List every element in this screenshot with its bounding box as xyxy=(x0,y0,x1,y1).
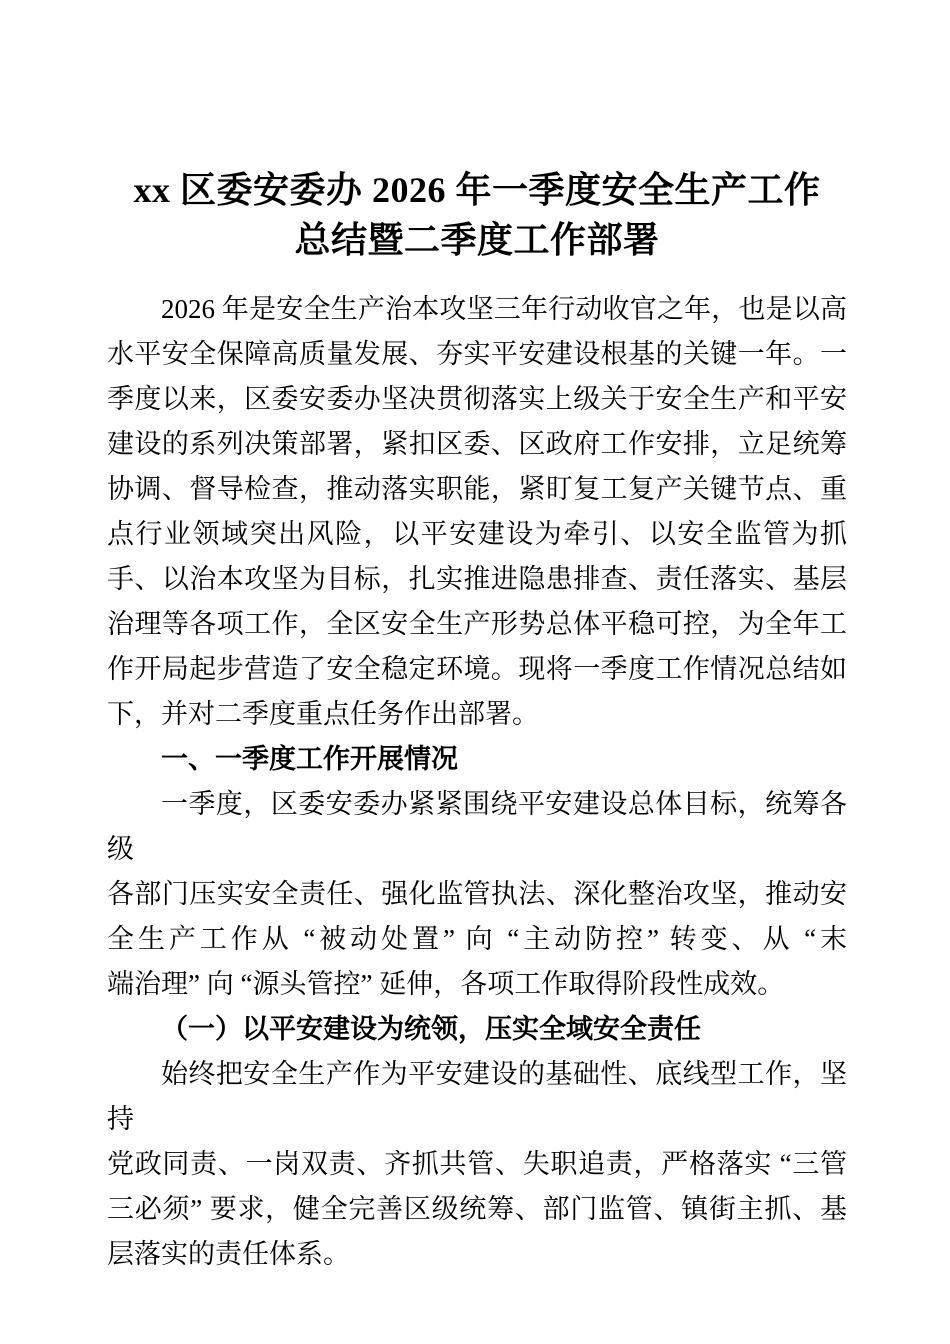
text-line: 三必须” 要求，健全完善区级统筹、部门监管、镇街主抓、基 xyxy=(107,1194,847,1224)
text-line: 层落实的责任体系。 xyxy=(107,1239,350,1269)
text-line: 作开局起步营造了安全稳定环境。现将一季度工作情况总结如 xyxy=(107,654,847,684)
document-title xyxy=(107,165,847,265)
text-line: 建设的系列决策部署，紧扣区委、区政府工作安排，立足统筹 xyxy=(107,429,847,459)
text-line: 党政同责、一岗双责、齐抓共管、失职追责，严格落实 “三管 xyxy=(107,1149,847,1179)
document-body xyxy=(107,287,847,1277)
text-line: 点行业领域突出风险，以平安建设为牵引、以安全监管为抓 xyxy=(107,519,847,549)
text-line: 下，并对二季度重点任务作出部署。 xyxy=(107,699,539,729)
text-line: 一、一季度工作开展情况 xyxy=(161,744,458,774)
paragraph xyxy=(107,782,847,1007)
text-line: 端治理” 向 “源头管控” 延伸，各项工作取得阶段性成效。 xyxy=(107,969,785,999)
heading xyxy=(107,737,847,782)
text-line: （一）以平安建设为统领，压实全域安全责任 xyxy=(161,1014,701,1044)
text-line: 始终把安全生产作为平安建设的基础性、底线型工作，坚持 xyxy=(107,1059,847,1134)
text-line: 治理等各项工作，全区安全生产形势总体平稳可控，为全年工 xyxy=(107,609,847,639)
text-line: 一季度，区委安委办紧紧围绕平安建设总体目标，统筹各级 xyxy=(107,789,847,864)
text-line: 手、以治本攻坚为目标，扎实推进隐患排查、责任落实、基层 xyxy=(107,564,847,594)
text-line: 水平安全保障高质量发展、夯实平安建设根基的关键一年。一 xyxy=(107,339,847,369)
text-line: 协调、督导检查，推动落实职能，紧盯复工复产关键节点、重 xyxy=(107,474,847,504)
document-content xyxy=(107,165,847,1277)
text-line: 2026 年是安全生产治本攻坚三年行动收官之年，也是以高 xyxy=(161,294,847,324)
document-title-line-1: xx 区委安委办 2026 年一季度安全生产工作 xyxy=(133,170,821,210)
text-line: 各部门压实安全责任、强化监管执法、深化整治攻坚，推动安 xyxy=(107,879,847,909)
document-title-line-2: 总结暨二季度工作部署 xyxy=(294,220,660,260)
text-line: 季度以来，区委安委办坚决贯彻落实上级关于安全生产和平安 xyxy=(107,384,847,414)
subheading xyxy=(107,1007,847,1052)
paragraph xyxy=(107,287,847,737)
text-line: 全生产工作从 “被动处置” 向 “主动防控” 转变、从 “末 xyxy=(107,924,847,954)
paragraph xyxy=(107,1052,847,1277)
